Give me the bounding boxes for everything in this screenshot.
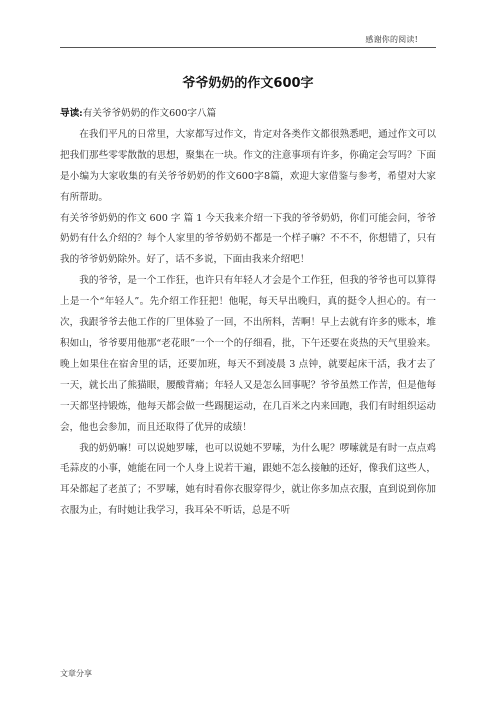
lead-text: 有关爷爷奶奶的作文600字八篇 (82, 108, 217, 119)
lead-line (60, 104, 436, 125)
header-divider (60, 47, 436, 48)
document-title: 爷爷奶奶的作文600字 (182, 76, 314, 91)
paragraph-grandfather: 我的爷爷，是一个工作狂，也许只有年轻人才会是个工作狂，但我的爷爷也可以算得上是一个“年轻人”。先介绍工作狂把！他呢，每天早出晚归，真的挺令人担心的。有一次，我跟爷爷去他工作的厂里体验了一回，不出所料，苦啊！早上去就有许多的账本，堆积如山，爷爷要用他那“老花眼”一个一个的仔细看，批，下午还要在炎热的天气里验来。晚上如果住在宿舍里的话，还要加班，每天不到凌晨 3 点钟，就要起床干活，我才去了一天，就长出了熊猫眼，腰酸背痛；年轻人又是怎么回事呢？爷爷虽然工作苦，但是他每一天都坚持锻炼，他每天都会做一些踢腿运动，在几百米之内来回跑，我们有时组织运动会，他也会参加，而且还取得了优异的成绩！ (60, 275, 436, 433)
document-body (60, 104, 436, 522)
header-note: 感谢你的阅读! (365, 35, 418, 44)
paragraph-section-1-opening: 有关爷爷奶奶的作文 600 字 篇 1 今天我来介绍一下我的爷爷奶奶，你们可能会问，爷爷奶奶有什么介绍的？每个人家里的爷爷奶奶不都是一个样子嘛？不不不，你想错了，只有我的爷爷奶奶除外。好了，话不多说，下面由我来介绍吧！ (60, 212, 436, 266)
footer-note: 文章分享 (60, 669, 92, 678)
paragraph-intro: 在我们平凡的日常里，大家都写过作文，肯定对各类作文都很熟悉吧，通过作文可以把我们那些零零散散的思想，聚集在一块。作文的注意事项有许多，你确定会写吗？下面是小编为大家收集的有关爷爷奶奶的作文600字8篇，欢迎大家借鉴与参考，希望对大家有所帮助。 (60, 128, 436, 203)
paragraph-grandmother: 我的奶奶嘛！可以说她罗嗦，也可以说她不罗嗦，为什么呢？啰嗦就是有时一点点鸡毛蒜皮的小事，她能在同一个人身上说若干遍，跟她不怎么接触的还好，像我们这些人，耳朵都起了老茧了；不罗嗦，她有时看你衣服穿得少，就让你多加点衣服，直到说到你加衣服为止，有时她让我学习，我耳朵不听话，总是不听 (60, 442, 436, 517)
lead-label: 导读: (60, 108, 83, 119)
